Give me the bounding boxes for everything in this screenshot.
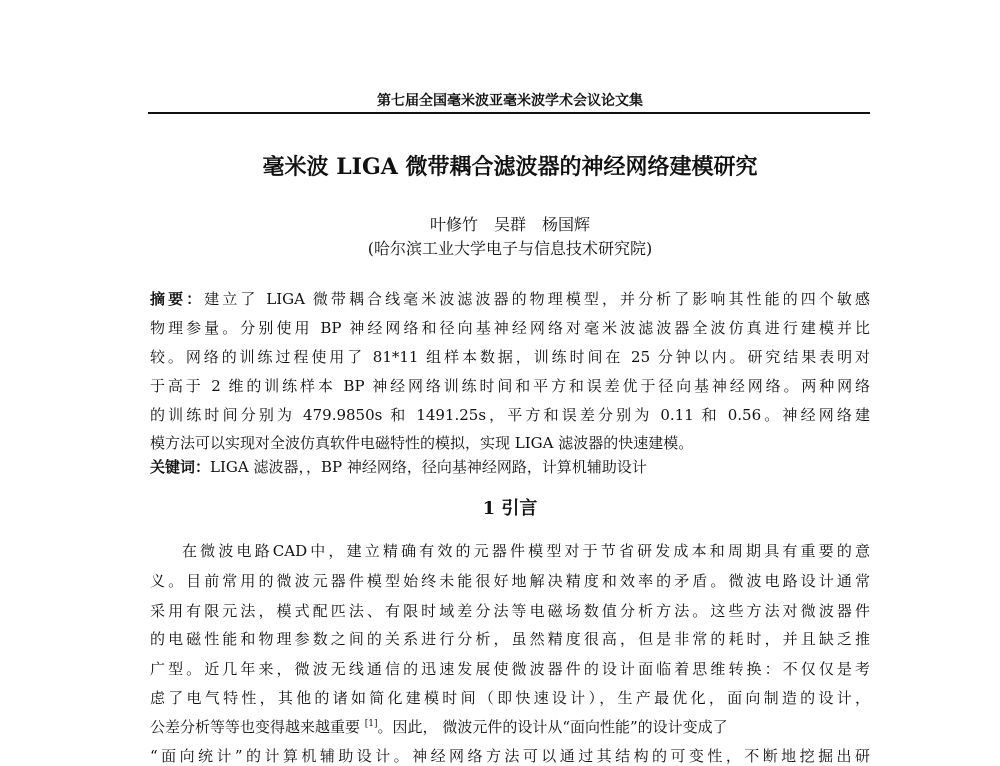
body-line: 采用有限元法，模式配匹法、有限时域差分法等电磁场数值分析方法。这些方法对微波器件: [150, 602, 870, 620]
body-line: 的电磁性能和物理参数之间的关系进行分析，虽然精度很高，但是非常的耗时，并且缺乏推: [150, 630, 870, 648]
abstract-line: 的训练时间分别为 479.9850s 和 1491.25s，平方和误差分别为 0.11 和 0.56。神经网络建: [150, 406, 870, 424]
keywords-line: [150, 456, 870, 477]
keywords-text: LIGA 滤波器，，BP 神经网络，径向基神经网路，计算机辅助设计: [210, 458, 647, 476]
authors: 叶修竹 吴群 杨国辉: [429, 215, 590, 234]
abstract-line: 于高于 2 维的训练样本 BP 神经网络训练时间和平方和误差优于径向基神经网络。两种网络: [150, 377, 870, 395]
abstract-line: [150, 288, 870, 309]
header-rule: [148, 112, 870, 114]
abstract-line: 较。网络的训练过程使用了 81*11 组样本数据，训练时间在 25 分钟以内。研究结果表明对: [150, 348, 870, 366]
body-line: [150, 716, 870, 737]
body-line: 义。目前常用的微波元器件模型始终未能很好地解决精度和效率的矛盾。微波电路设计通常: [150, 572, 870, 590]
paper-title: 毫米波 LIGA 微带耦合滤波器的神经网络建模研究: [262, 154, 758, 180]
citation: [1]: [364, 719, 378, 729]
abstract-text: 建立了 LIGA 微带耦合线毫米波滤波器的物理模型，并分析了影响其性能的四个敏感: [204, 290, 870, 308]
body-text: 。因此， 微波元件的设计从“面向性能”的设计变成了: [377, 718, 728, 736]
affiliation: (哈尔滨工业大学电子与信息技术研究院): [367, 239, 653, 258]
body-text: 公差分析等等也变得越来越重要: [150, 718, 361, 736]
body-line: 虑了电气特性，其他的诸如简化建模时间（即快速设计），生产最优化，面向制造的设计，: [150, 689, 870, 707]
body-line: 在微波电路CAD中，建立精确有效的元器件模型对于节省研发成本和周期具有重要的意: [182, 542, 870, 560]
body-line: 广型。近几年来，微波无线通信的迅速发展使微波器件的设计面临着思维转换：不仅仅是考: [150, 660, 870, 678]
abstract-line: 物理参量。分别使用 BP 神经网络和径向基神经网络对毫米波滤波器全波仿真进行建模并比: [150, 319, 870, 337]
running-header: 第七届全国毫米波亚毫米波学术会议论文集: [377, 93, 643, 109]
abstract-line: 模方法可以实现对全波仿真软件电磁特性的模拟，实现 LIGA 滤波器的快速建模。: [150, 434, 694, 452]
abstract-label: 摘要：: [150, 290, 205, 308]
section-heading: 1 引言: [482, 498, 538, 519]
body-line: “面向统计”的计算机辅助设计。神经网络方法可以通过其结构的可变性，不断地挖掘出研: [150, 747, 870, 765]
keywords-label: 关键词：: [150, 458, 211, 476]
